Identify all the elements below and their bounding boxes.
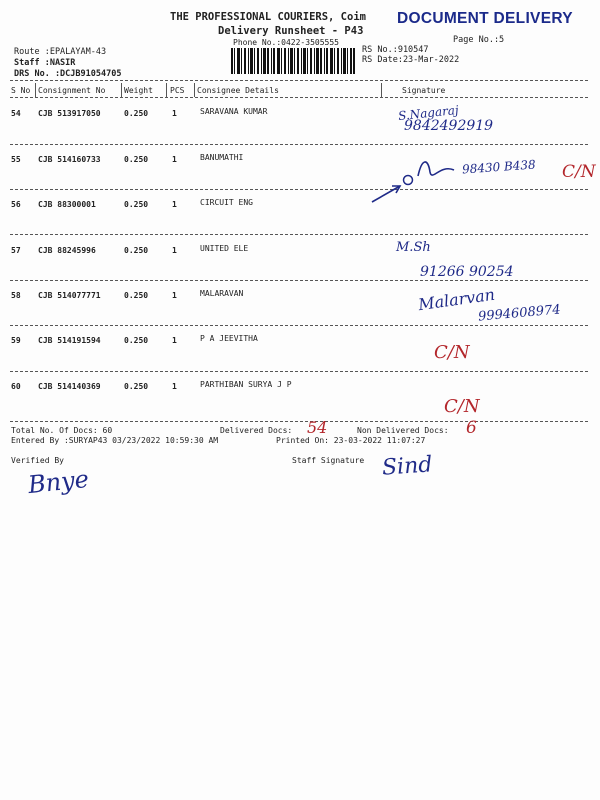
- col-divider: [166, 83, 167, 97]
- row-divider: [10, 371, 588, 372]
- handwritten-name: S.Nagaraj: [397, 102, 460, 124]
- verified-signature: Bnye: [26, 464, 91, 500]
- barcode-graphic: [231, 48, 355, 74]
- handwritten-cn: C/N: [444, 396, 480, 417]
- row-sno: 54: [11, 109, 21, 118]
- col-sno: S No: [11, 86, 31, 95]
- phone-number: Phone No.:0422-3505555: [233, 38, 339, 47]
- row-consignment: CJB 88245996: [38, 246, 96, 255]
- entered-by: Entered By :SURYAP43 03/23/2022 10:59:30 AM: [11, 436, 219, 445]
- company-name: THE PROFESSIONAL COURIERS, Coim: [170, 11, 366, 23]
- row-consignee: UNITED ELE: [200, 244, 249, 253]
- row-consignment: CJB 88300001: [38, 200, 96, 209]
- barcode: [231, 48, 355, 78]
- row-sno: 56: [11, 200, 21, 209]
- row-divider: [10, 144, 588, 145]
- row-consignee: P A JEEVITHA: [200, 334, 258, 343]
- col-divider: [35, 83, 36, 97]
- non-delivered-docs-label: Non Delivered Docs:: [357, 426, 449, 435]
- row-consignee: SARAVANA KUMAR: [200, 107, 268, 116]
- row-pcs: 1: [172, 109, 177, 118]
- delivered-count: 54: [307, 418, 328, 437]
- header-top-rule: [10, 80, 588, 81]
- route: Route :EPALAYAM-43: [14, 47, 107, 57]
- row-divider: [10, 234, 588, 235]
- col-pcs: PCS: [170, 86, 185, 95]
- row-weight: 0.250: [124, 109, 149, 118]
- row-pcs: 1: [172, 382, 177, 391]
- row-weight: 0.250: [124, 291, 149, 300]
- row-consignment: CJB 514140369: [38, 382, 101, 391]
- staff-signature: Sind: [381, 452, 434, 481]
- row-consignment: CJB 514160733: [38, 155, 101, 164]
- col-consignment: Consignment No: [38, 86, 106, 95]
- handwritten-phone: 98430 B438: [461, 157, 537, 177]
- row-sno: 58: [11, 291, 21, 300]
- row-consignee: CIRCUIT ENG: [200, 198, 253, 207]
- row-sno: 55: [11, 155, 21, 164]
- row-divider: [10, 280, 588, 281]
- handwritten-cn: C/N: [562, 162, 596, 182]
- col-consignee: Consignee Details: [197, 86, 279, 95]
- row-consignee: MALARAVAN: [200, 289, 244, 298]
- rs-date: RS Date:23-Mar-2022: [362, 55, 460, 65]
- handwritten-cn: C/N: [434, 342, 470, 363]
- row-weight: 0.250: [124, 382, 149, 391]
- row-consignee: BANUMATHI: [200, 153, 244, 162]
- row-sno: 57: [11, 246, 21, 255]
- table-bottom-rule: [10, 421, 588, 422]
- row-sno: 59: [11, 336, 21, 345]
- total-docs: Total No. Of Docs: 60: [11, 426, 113, 435]
- handwritten-phone: 9842492919: [404, 118, 494, 134]
- row-consignee: PARTHIBAN SURYA J P: [200, 380, 292, 389]
- row-consignment: CJB 513917050: [38, 109, 101, 118]
- col-divider: [121, 83, 122, 97]
- staff: Staff :NASIR: [14, 58, 76, 68]
- row-sno: 60: [11, 382, 21, 391]
- row-weight: 0.250: [124, 155, 149, 164]
- page-number: Page No.:5: [453, 35, 505, 45]
- arrow-scribble-graphic: [370, 158, 460, 208]
- handwritten-phone: 9994608974: [477, 302, 562, 325]
- row-divider: [10, 325, 588, 326]
- row-divider: [10, 189, 588, 190]
- row-pcs: 1: [172, 200, 177, 209]
- delivered-docs-label: Delivered Docs:: [220, 426, 293, 435]
- non-delivered-count: 6: [466, 418, 477, 438]
- rs-number: RS No.:910547: [362, 45, 429, 55]
- col-weight: Weight: [124, 86, 153, 95]
- col-divider: [194, 83, 195, 97]
- handwritten-name: M.Sh: [396, 240, 431, 255]
- document-delivery-stamp: DOCUMENT DELIVERY: [397, 10, 573, 27]
- col-signature: Signature: [402, 86, 446, 95]
- row-consignment: CJB 514191594: [38, 336, 101, 345]
- printed-on: Printed On: 23-03-2022 11:07:27: [276, 436, 426, 445]
- runsheet-title: Delivery Runsheet - P43: [218, 25, 364, 37]
- handwritten-phone: 91266 90254: [420, 264, 514, 280]
- staff-signature-label: Staff Signature: [292, 456, 365, 465]
- row-pcs: 1: [172, 246, 177, 255]
- header-bottom-rule: [10, 97, 588, 98]
- verified-by-label: Verified By: [11, 456, 64, 465]
- arrow-scribble: [370, 158, 460, 212]
- row-weight: 0.250: [124, 336, 149, 345]
- handwritten-name: Malarvan: [417, 284, 497, 315]
- row-pcs: 1: [172, 291, 177, 300]
- row-pcs: 1: [172, 155, 177, 164]
- row-weight: 0.250: [124, 200, 149, 209]
- drs-number: DRS No. :DCJB91054705: [14, 69, 122, 79]
- col-divider: [381, 83, 382, 97]
- row-weight: 0.250: [124, 246, 149, 255]
- row-consignment: CJB 514077771: [38, 291, 101, 300]
- row-pcs: 1: [172, 336, 177, 345]
